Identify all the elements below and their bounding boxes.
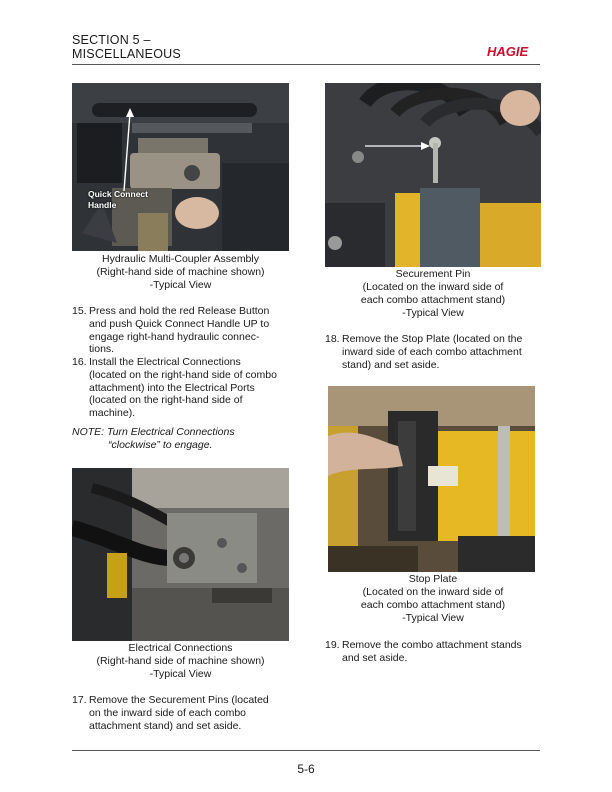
step-19: [325, 639, 541, 667]
step-line: attachment) into the Electrical Ports: [89, 381, 255, 394]
step-text: [342, 333, 522, 371]
caption-line: Securement Pin: [395, 268, 471, 280]
caption-line: (Located on the inward side of: [362, 586, 504, 598]
caption-line: -Typical View: [402, 307, 464, 319]
caption-line: each combo attachment stand): [360, 599, 506, 611]
step-line: on the inward side of each combo: [89, 706, 247, 719]
step-line: Remove the Securement Pins (located: [89, 694, 269, 706]
quick-connect-handle-label: [88, 189, 148, 211]
hydraulic-coupler-image: [72, 83, 289, 251]
step-text: [89, 305, 269, 356]
caption-line: each combo attachment stand): [360, 294, 506, 306]
hagie-logo-text: HAGIE: [487, 44, 529, 59]
step-line: attachment stand) and set aside.: [89, 719, 242, 732]
stop-plate-image: [328, 386, 535, 572]
step-line: stand) and set aside.: [342, 358, 440, 371]
step-line: and push Quick Connect Handle UP to: [89, 317, 270, 330]
caption-electrical-connections: [72, 642, 289, 681]
step-text: [89, 356, 277, 420]
stop-plate-photo: [328, 386, 535, 572]
step-line: machine).: [89, 407, 136, 420]
section-title-line1: SECTION 5 –: [72, 33, 151, 47]
step-line: and set aside.: [342, 651, 408, 664]
step-number: 17.: [72, 694, 87, 706]
caption-line: -Typical View: [402, 612, 464, 624]
step-line: (located on the right-hand side of combo: [89, 368, 277, 381]
caption-line: Electrical Connections: [128, 642, 233, 654]
caption-line: -Typical View: [149, 668, 212, 680]
caption-hydraulic-coupler: [72, 253, 289, 292]
step-number: 16.: [72, 356, 87, 368]
hagie-logo: [486, 43, 538, 59]
section-title: [72, 33, 181, 61]
page-number: 5-6: [297, 762, 315, 776]
photo-label-line2: Handle: [88, 200, 117, 210]
securement-pin-photo: [325, 83, 541, 267]
header-divider: [72, 64, 540, 65]
electrical-connections-photo: [72, 468, 289, 641]
step-text: [342, 639, 522, 665]
step-line: engage right-hand hydraulic connec-: [89, 330, 260, 343]
hydraulic-coupler-photo: [72, 83, 289, 251]
section-title-line2: MISCELLANEOUS: [72, 47, 181, 61]
step-line: inward side of each combo attachment: [342, 345, 522, 358]
step-18: [325, 333, 541, 373]
photo-label-line1: Quick Connect: [88, 189, 148, 199]
step-17: [72, 694, 292, 734]
step-line: Remove the Stop Plate (located on the: [342, 333, 523, 345]
step-number: 15.: [72, 305, 87, 317]
step-line: (located on the right-hand side of: [89, 394, 243, 407]
step-line: Remove the combo attachment stands: [342, 639, 522, 651]
caption-stop-plate: [325, 573, 541, 625]
step-text: [89, 694, 269, 732]
step-16: [72, 356, 292, 426]
note-line2: “clockwise” to engage.: [108, 438, 213, 451]
step-number: 18.: [325, 333, 340, 345]
caption-line: (Located on the inward side of: [362, 281, 504, 293]
step-line: tions.: [89, 343, 115, 356]
note-text: [72, 426, 292, 452]
note-line1: NOTE: Turn Electrical Connections: [72, 426, 235, 438]
caption-line: (Right-hand side of machine shown): [96, 655, 265, 667]
step-number: 19.: [325, 639, 340, 651]
caption-line: -Typical View: [149, 279, 212, 291]
caption-line: (Right-hand side of machine shown): [96, 266, 265, 278]
caption-line: Stop Plate: [408, 573, 458, 585]
caption-line: Hydraulic Multi-Coupler Assembly: [102, 253, 259, 265]
caption-securement-pin: [325, 268, 541, 320]
step-15: [72, 305, 292, 361]
footer-divider: [72, 750, 540, 751]
securement-pin-image: [325, 83, 541, 267]
step-line: Press and hold the red Release Button: [89, 305, 270, 317]
step-line: Install the Electrical Connections: [89, 356, 241, 368]
electrical-connections-image: [72, 468, 289, 641]
